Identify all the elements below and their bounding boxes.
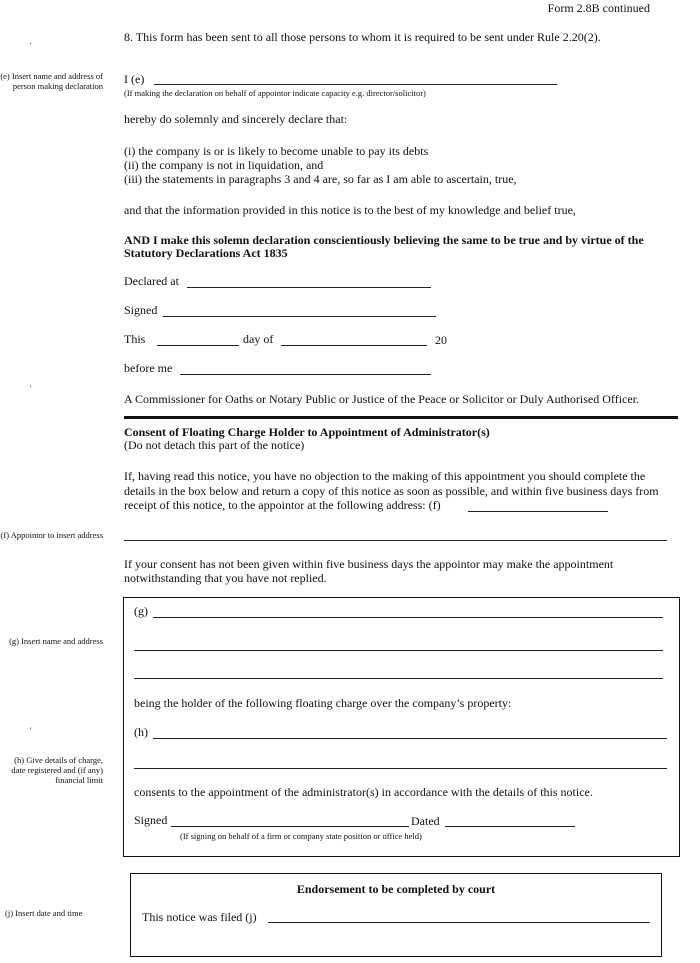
appointor-address-field[interactable] [468, 511, 608, 512]
day-field[interactable] [157, 345, 239, 346]
h-label: (h) [134, 725, 148, 739]
i-label: I (e) [124, 72, 145, 86]
scan-mark: ' [30, 41, 32, 50]
dated-field[interactable] [445, 826, 575, 827]
declared-at-label: Declared at [124, 274, 179, 288]
scan-mark: ' [30, 384, 32, 393]
scan-mark: ' [30, 726, 32, 735]
consent-paragraph: receipt of this notice, to the appointor at the following address: (f) [124, 498, 441, 512]
margin-note-f: (f) Appointor to insert address [0, 530, 103, 540]
signed-field[interactable] [163, 316, 436, 317]
margin-note-h: (h) Give details of charge, date registered and (if any) financial limit [11, 755, 103, 785]
day-of-label: day of [243, 332, 274, 346]
margin-note-j: (j) Insert date and time [5, 908, 83, 918]
before-me-label: before me [124, 361, 173, 375]
paragraph-8: 8. This form has been sent to all those persons to whom it is required to be sent under Rule 2.20(2). [124, 30, 601, 44]
signing-note: (If signing on behalf of a firm or company state position or office held) [180, 831, 422, 841]
consent-paragraph: details in the box below and return a copy of this notice as soon as possible, and within five business days from [124, 484, 659, 498]
declaration-item: (ii) the company is not in liquidation, and [124, 158, 324, 172]
consents-text: consents to the appointment of the administrator(s) in accordance with the details of this notice. [134, 785, 593, 799]
endorsement-title: Endorsement to be completed by court [296, 882, 496, 896]
consent-subtitle: (Do not detach this part of the notice) [124, 438, 305, 452]
consent-paragraph: If, having read this notice, you have no objection to the making of this appointment you should complete the [124, 469, 646, 483]
commissioner-text: A Commissioner for Oaths or Notary Public or Justice of the Peace or Solicitor or Duly Authorised Officer. [124, 392, 640, 406]
holder-address-field[interactable] [134, 650, 663, 651]
year-label: 20 [435, 333, 447, 347]
not-given-text: If your consent has not been given within five business days the appointor may make the appointment [124, 557, 614, 571]
solemn-declaration-act: Statutory Declarations Act 1835 [124, 246, 288, 260]
consent-title: Consent of Floating Charge Holder to Appointment of Administrator(s) [124, 425, 490, 439]
margin-note-e: (e) Insert name and address of person making declaration [0, 71, 103, 91]
capacity-note: (If making the declaration on behalf of appointor indicate capacity e.g. director/solicitor) [124, 88, 426, 98]
holder-text: being the holder of the following floating charge over the company’s property: [134, 696, 512, 710]
g-label: (g) [134, 604, 148, 618]
declaration-item: (iii) the statements in paragraphs 3 and 4 are, so far as I am able to ascertain, true, [124, 172, 517, 186]
appointor-address-field-2[interactable] [124, 540, 667, 541]
dated-label: Dated [411, 814, 440, 828]
section-divider [124, 416, 678, 419]
signed-label: Signed [124, 303, 158, 317]
this-label: This [124, 332, 146, 346]
declarant-name-field[interactable] [154, 84, 557, 85]
filed-field[interactable] [268, 922, 650, 923]
holder-name-field[interactable] [153, 617, 663, 618]
declaration-item: (i) the company is or is likely to become unable to pay its debts [124, 144, 429, 158]
charge-details-field[interactable] [153, 738, 667, 739]
consent-signed-label: Signed [134, 813, 168, 827]
consent-box [123, 597, 680, 857]
month-field[interactable] [281, 345, 427, 346]
charge-details-field-2[interactable] [134, 768, 667, 769]
hereby-text: hereby do solemnly and sincerely declare that: [124, 112, 348, 126]
info-true-text: and that the information provided in this notice is to the best of my knowledge and belief true, [124, 203, 576, 217]
consent-signed-field[interactable] [171, 826, 409, 827]
filed-label: This notice was filed (j) [142, 910, 257, 924]
holder-address-field-2[interactable] [134, 678, 663, 679]
before-me-field[interactable] [180, 374, 431, 375]
not-given-text: notwithstanding that you have not replied. [124, 571, 327, 585]
declared-at-field[interactable] [187, 287, 431, 288]
margin-note-g: (g) Insert name and address [9, 636, 103, 646]
form-reference: Form 2.8B continued [547, 1, 650, 15]
solemn-declaration: AND I make this solemn declaration conscientiously believing the same to be true and by virtue of the [124, 233, 644, 247]
